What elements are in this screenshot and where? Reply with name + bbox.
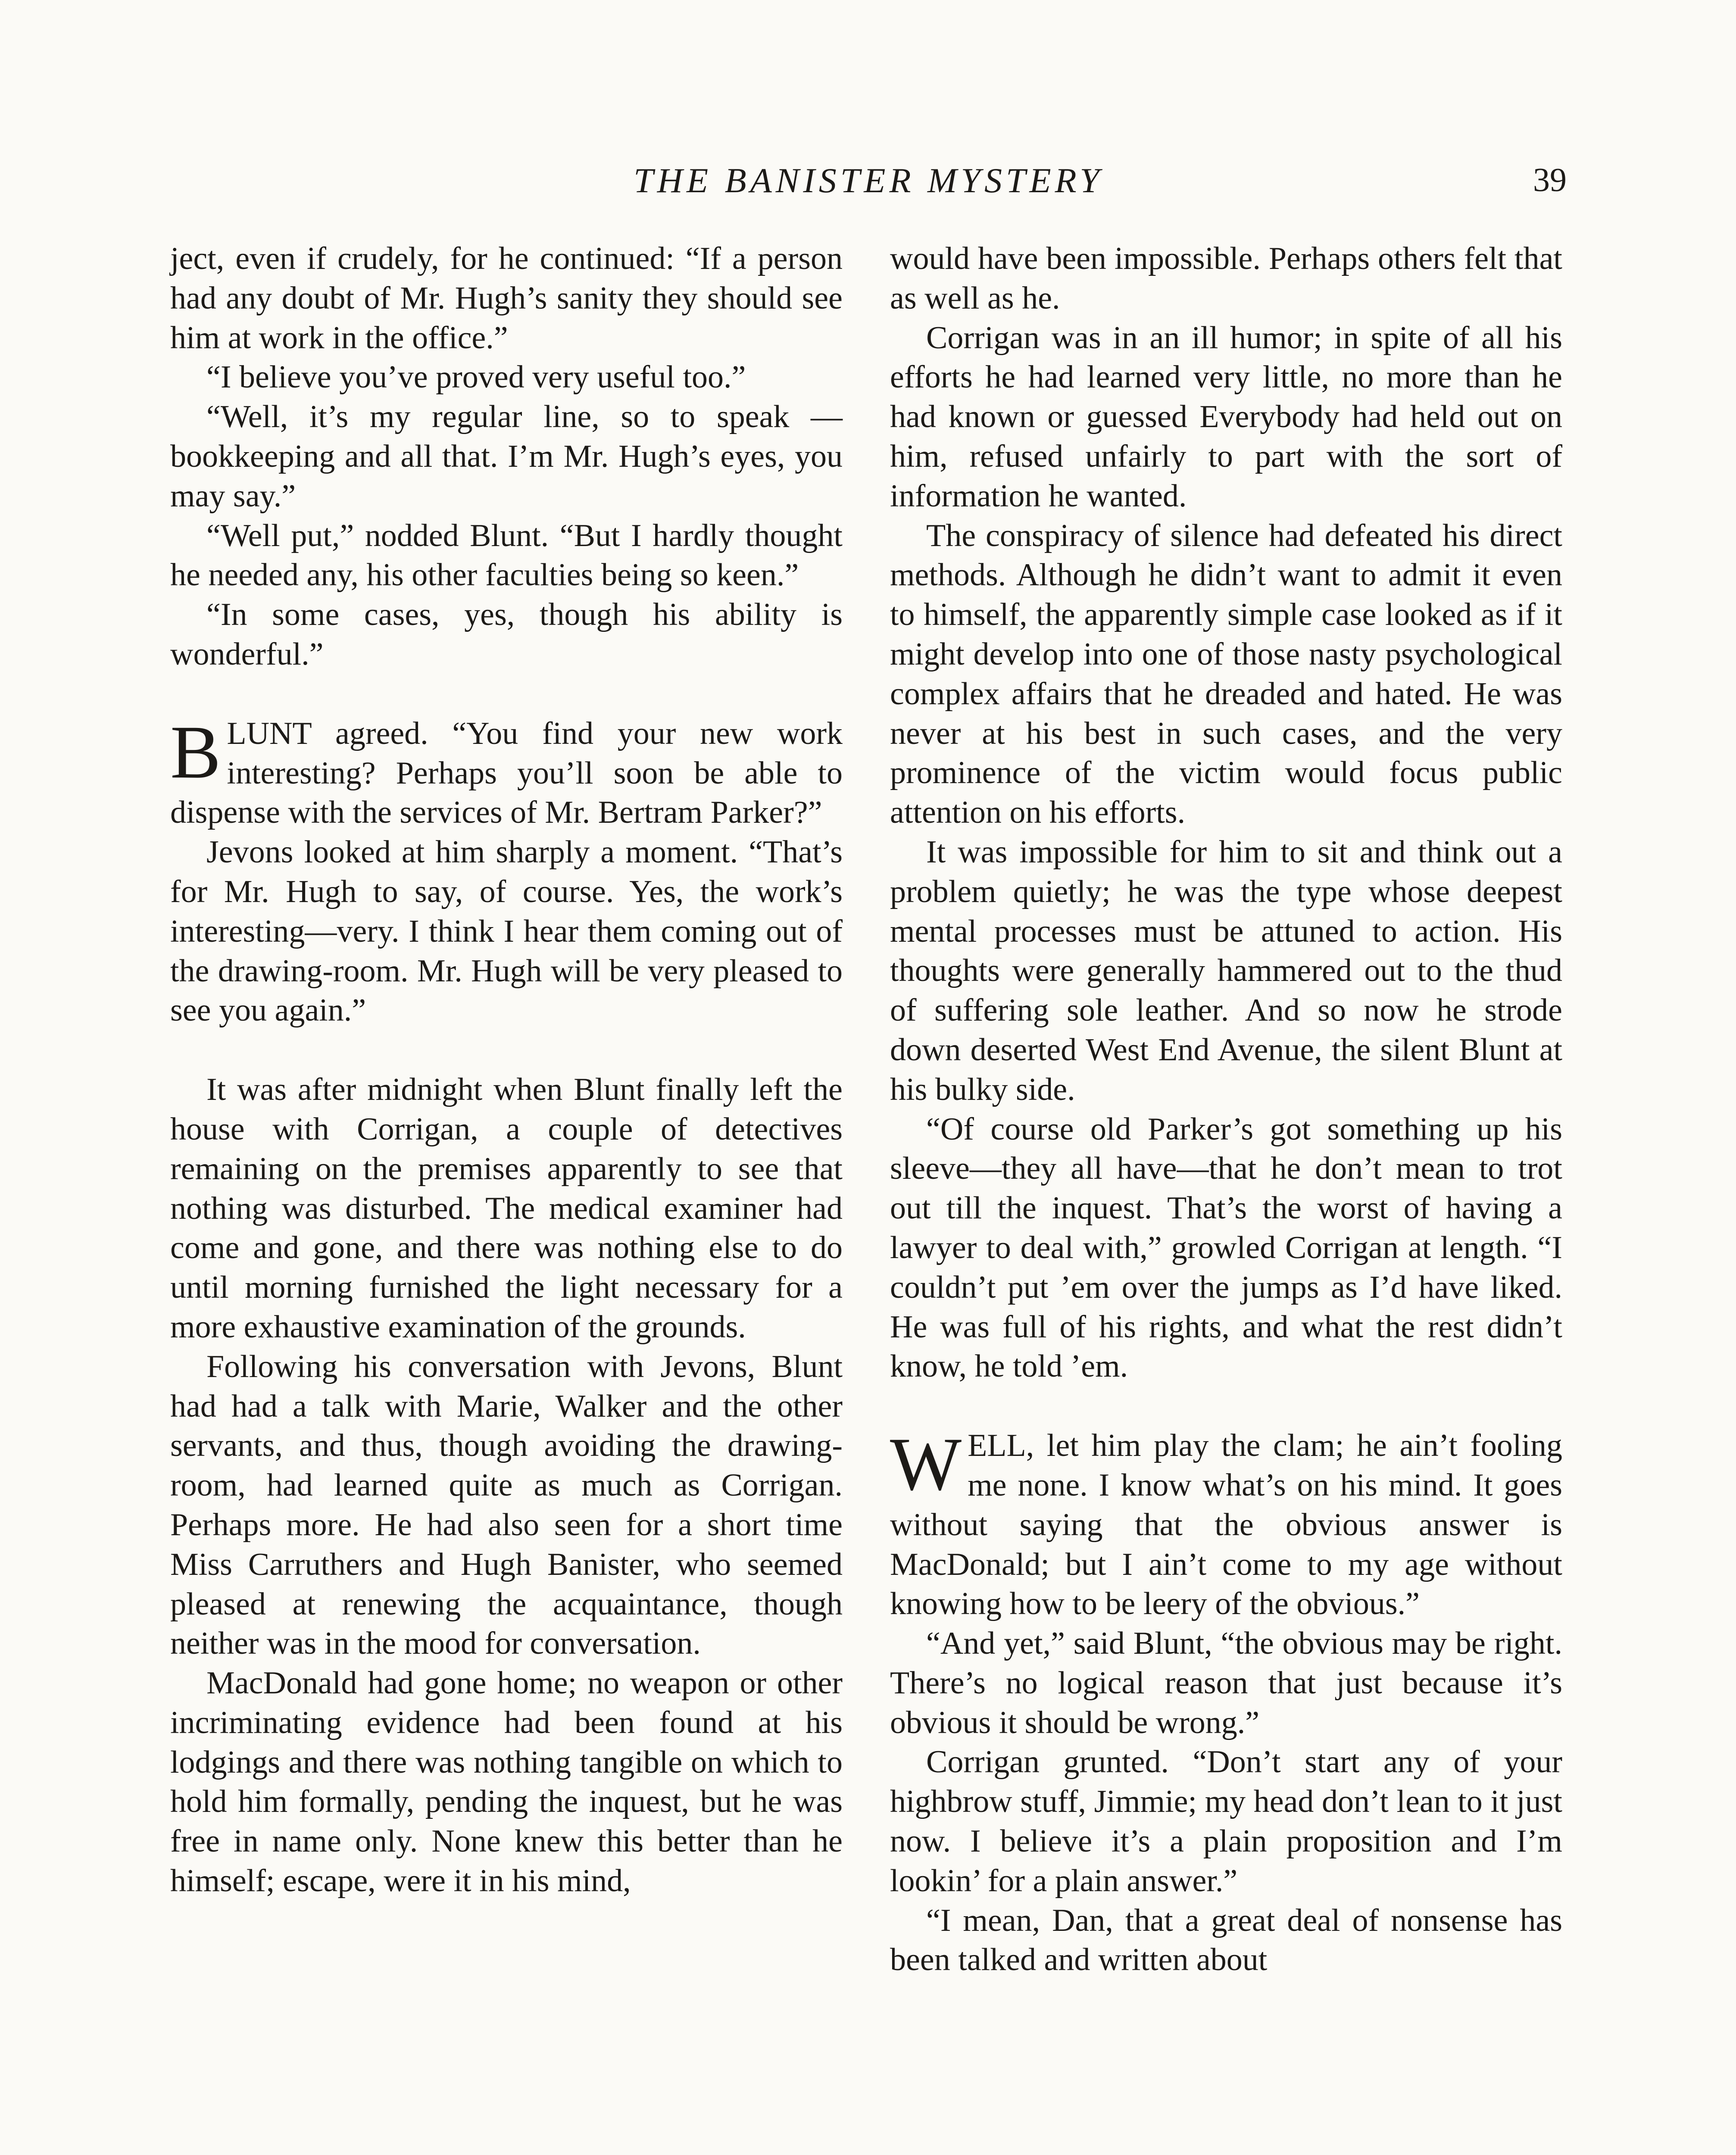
right-column [890, 239, 1562, 1980]
paragraph-text: ELL, let him play the clam; he ain’t fooling me none. I know what’s on his mind. It goes without saying that the obvious answer is MacDonald; but I ain’t come to my age without knowing how to be leery of the obvious.” [890, 1428, 1562, 1622]
drop-cap: B [170, 710, 221, 794]
paragraph-text: LUNT agreed. “You find your new work interesting? Perhaps you’ll soon be able to dispense with the services of Mr. Bertram Parker?” [170, 715, 843, 831]
paragraph: The conspiracy of silence had defeated his direct methods. Although he didn’t want to admit it even to himself, the apparently simple case looked as if it might develop into one of those nasty psychological complex affairs that he dreaded and hated. He was never at his best in such cases, and the very prominence of the victim would focus public attention on his efforts. [890, 518, 1562, 831]
paragraph: It was after midnight when Blunt finally left the house with Corrigan, a couple of detectives remaining on the premises apparently to see that nothing was disturbed. The medical examiner had come and gone, and there was nothing else to do until morning furnished the light necessary for a more exhaustive examination of the grounds. [170, 1072, 843, 1345]
paragraph: “Of course old Parker’s got something up his sleeve—they all have—that he don’t mean to trot out till the inquest. That’s the worst of having a lawyer to deal with,” growled Corrigan at length. “I couldn’t put ’em over the jumps as I’d have liked. He was full of his rights, and what the rest didn’t know, he told ’em. [890, 1111, 1562, 1384]
paragraph: Jevons looked at him sharply a moment. “That’s for Mr. Hugh to say, of course. Yes, the work’s interesting—very. I think I hear them coming out of the drawing-room. Mr. Hugh will be very pleased to see you again.” [170, 834, 843, 1028]
paragraph: “And yet,” said Blunt, “the obvious may be right. There’s no logical reason that just because it’s obvious it should be wrong.” [890, 1626, 1562, 1740]
paragraph: It was impossible for him to sit and think out a problem quietly; he was the type whose deepest mental processes must be attuned to action. His thoughts were generally hammered out to the thud of suffering sole leather. And so now he strode down deserted West End Avenue, the silent Blunt at his bulky side. [890, 834, 1562, 1107]
paragraph: would have been impossible. Perhaps others felt that as well as he. [890, 241, 1562, 316]
running-title: THE BANISTER MYSTERY [634, 161, 1103, 200]
paragraph: Corrigan grunted. “Don’t start any of your highbrow stuff, Jimmie; my head don’t lean to it just now. I believe it’s a plain proposition and I’m lookin’ for a plain answer.” [890, 1744, 1562, 1899]
paragraph: “In some cases, yes, though his ability is wonderful.” [170, 597, 843, 672]
section-paragraph [170, 710, 843, 833]
paragraph: MacDonald had gone home; no weapon or other incriminating evidence had been found at his lodgings and there was nothing tangible on which to hold him formally, pending the inquest, but he was free in name only. None knew this better than he himself; escape, were it in his mind, [170, 1665, 843, 1899]
paragraph: “I believe you’ve proved very useful too.” [206, 359, 746, 395]
paragraph: Corrigan was in an ill humor; in spite of all his efforts he had learned very little, no more than he had known or guessed Everybody had held out on him, refused unfairly to part with the sort of information he wanted. [890, 320, 1562, 514]
paragraph: “Well, it’s my regular line, so to speak —bookkeeping and all that. I’m Mr. Hugh’s eyes, you may say.” [170, 399, 843, 514]
page-number: 39 [1533, 161, 1567, 198]
left-column [170, 239, 843, 1901]
paragraph: “I mean, Dan, that a great deal of nonsense has been talked and written about [890, 1902, 1562, 1978]
drop-cap: W [890, 1422, 962, 1507]
section-paragraph [890, 1422, 1562, 1624]
paragraph: ject, even if crudely, for he continued: “If a person had any doubt of Mr. Hugh’s sanity they should see him at work in the office.” [170, 241, 843, 356]
page-header [170, 160, 1567, 212]
paragraph: “Well put,” nodded Blunt. “But I hardly thought he needed any, his other faculties being so keen.” [170, 518, 843, 593]
paragraph: Following his conversation with Jevons, Blunt had had a talk with Marie, Walker and the other servants, and thus, though avoiding the drawing-room, had learned quite as much as Corrigan. Perhaps more. He had also seen for a short time Miss Carruthers and Hugh Banister, who seemed pleased at renewing the acquaintance, though neither was in the mood for conversation. [170, 1349, 843, 1662]
